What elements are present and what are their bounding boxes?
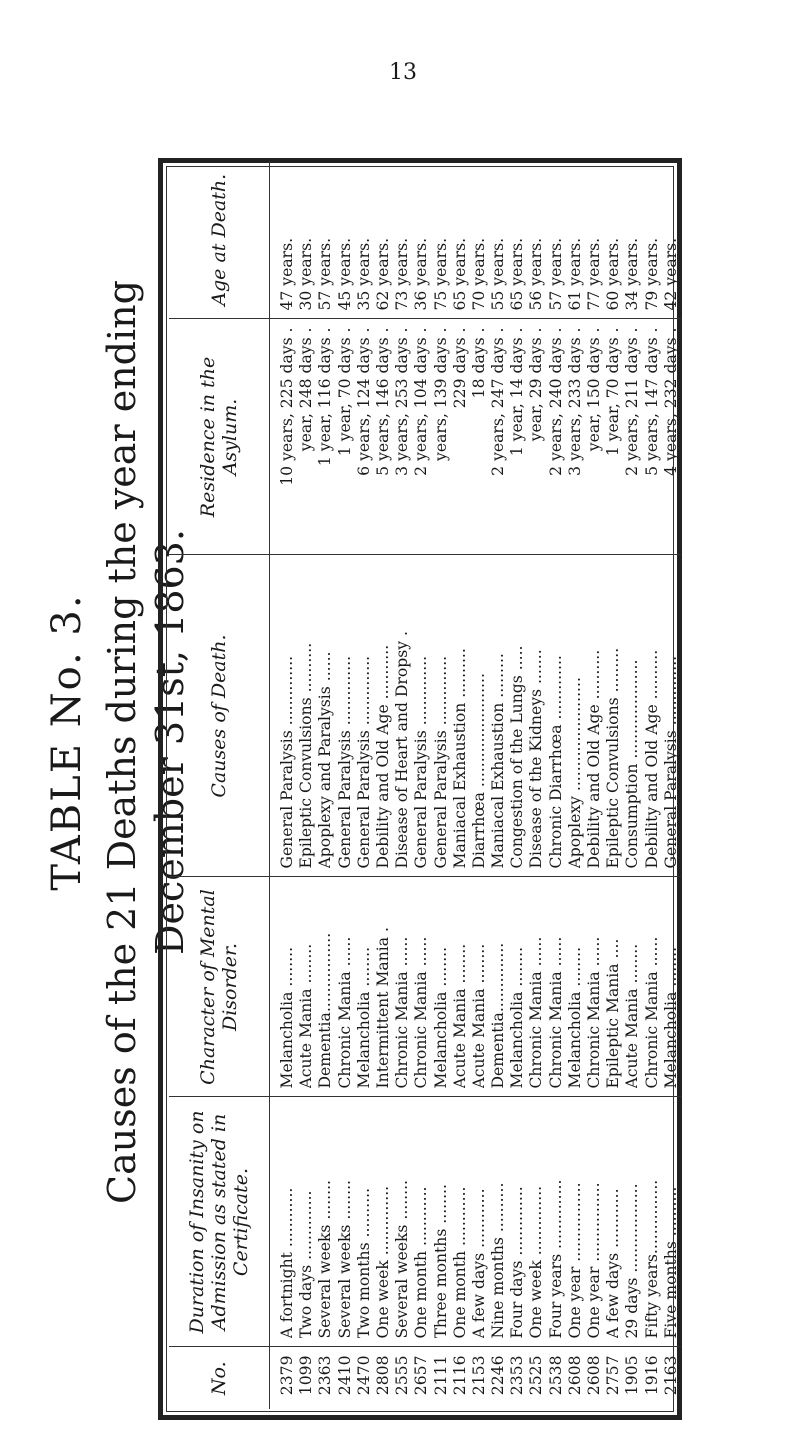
table-cell-age: 70 years. — [469, 237, 488, 311]
table-cell-duration: Several weeks ........ — [335, 1179, 354, 1339]
table-cell-no: 2163 — [661, 1355, 680, 1396]
col-cause — [270, 555, 681, 877]
table-cell-age: 57 years. — [316, 237, 335, 311]
table-cell-duration: A few days ............ — [604, 1188, 623, 1339]
table-cell-duration: One week .............. — [527, 1185, 546, 1339]
table-cell-age: 65 years. — [508, 237, 527, 311]
table-cell-age: 30 years. — [297, 237, 316, 311]
table-cell-residence: 1 year, 116 days . — [316, 327, 335, 467]
table-cell-cause: Apoplexy and Paralysis ...... — [316, 651, 335, 869]
table-cell-character: Chronic Mania ...... — [585, 936, 603, 1089]
table-cell-no: 2808 — [373, 1355, 392, 1396]
table-cell-character: Acute Mania ........ — [450, 943, 469, 1089]
table-cell-cause: Diarrhœa ....................... — [469, 673, 488, 869]
table-cell-duration: Two days .............. — [297, 1190, 316, 1339]
table-cell-residence: 1 year, 70 days . — [335, 327, 354, 457]
table-cell-no: 2379 — [278, 1355, 296, 1396]
table-cell-cause: Disease of the Kidneys ....... — [527, 649, 546, 869]
table-cell-no: 1916 — [642, 1355, 661, 1396]
col-residence — [270, 319, 681, 555]
table-cell-character: Chronic Mania ...... — [335, 936, 354, 1089]
table-cell-residence: 2 years, 240 days . — [546, 327, 565, 476]
table-cell-character: Melancholia ........ — [278, 946, 296, 1089]
table-cell-duration: Nine months .......... — [489, 1182, 508, 1339]
table-cell-no: 2470 — [354, 1355, 373, 1396]
header-no: No. — [169, 1347, 270, 1409]
table-cell-age: 60 years. — [604, 237, 623, 311]
table-cell-character: Melancholia ........ — [508, 946, 527, 1089]
table-cell-residence: 2 years, 247 days . — [489, 327, 508, 476]
table-cell-character: Chronic Mania ...... — [393, 936, 412, 1089]
table-cell-character: Melancholia ........ — [431, 946, 450, 1089]
table-cell-cause: Consumption .................... — [623, 659, 642, 869]
table-cell-cause: General Paralysis .............. — [335, 655, 354, 869]
table-cell-cause: Epileptic Convulsions ......... — [604, 647, 623, 869]
header-cause: Causes of Death. — [169, 555, 270, 877]
table-cell-age: 34 years. — [623, 237, 642, 311]
table-cell-duration: Several weeks ........ — [393, 1179, 412, 1339]
col-age — [270, 161, 681, 319]
table-cell-no: 2555 — [393, 1355, 412, 1396]
page-number: 13 — [389, 60, 417, 85]
col-character — [270, 877, 681, 1097]
header-age: Age at Death. — [169, 161, 270, 319]
table-cell-duration: One month ............ — [450, 1186, 469, 1339]
deaths-table — [169, 161, 681, 1409]
table-cell-character: Acute Mania ........ — [297, 943, 316, 1089]
table-cell-character: Chronic Mania ...... — [527, 936, 546, 1089]
table-cell-character: Acute Mania ........ — [623, 943, 642, 1089]
table-cell-no: 1099 — [297, 1355, 316, 1396]
table-cell-cause: Maniacal Exhaustion ......... — [489, 653, 508, 869]
table-cell-character: Dementia.............. — [489, 942, 508, 1089]
table-cell-duration: A fortnight ............ — [278, 1187, 296, 1339]
table-cell-character: Epileptic Mania .... — [604, 938, 623, 1089]
table-cell-residence: 5 years, 146 days . — [373, 327, 392, 476]
table-cell-residence: 18 days . — [469, 327, 488, 399]
table-cell-cause: General Paralysis .............. — [431, 655, 450, 869]
table-cell-age: 47 years. — [278, 237, 296, 311]
header-character: Character of Mental Disorder. — [169, 877, 270, 1097]
table-cell-character: Melancholia ........ — [565, 946, 584, 1089]
table-cell-no: 2608 — [585, 1355, 603, 1396]
col-no — [270, 1347, 681, 1409]
table-cell-residence: 5 years, 147 days . — [642, 327, 661, 476]
table-cell-duration: Three months ........ — [431, 1184, 450, 1339]
table-cell-residence: 10 years, 225 days . — [278, 327, 296, 486]
table-cell-character: Chronic Mania ...... — [546, 936, 565, 1089]
header-residence: Residence in the Asylum. — [169, 319, 270, 555]
header-duration: Duration of Insanity on Admission as stated in Certificate. — [169, 1097, 270, 1347]
table-cell-no: 2353 — [508, 1355, 527, 1396]
table-cell-age: 36 years. — [412, 237, 431, 311]
table-cell-age: 65 years. — [450, 237, 469, 311]
table-cell-residence: 1 year, 70 days . — [604, 327, 623, 457]
table-cell-duration: Fifty years............... — [642, 1179, 661, 1339]
table-cell-cause: Apoplexy ....................... — [565, 677, 584, 869]
table-cell-cause: General Paralysis .............. — [278, 655, 296, 869]
table-cell-no: 1905 — [623, 1355, 642, 1396]
table-cell-no: 2111 — [431, 1355, 450, 1396]
table-cell-age: 42 years. — [661, 237, 680, 311]
table-cell-character: Acute Mania ........ — [469, 943, 488, 1089]
table-cell-no: 2757 — [604, 1355, 623, 1396]
table-cell-residence: 229 days . — [450, 327, 469, 409]
table-cell-no: 2246 — [489, 1355, 508, 1396]
table-cell-no: 2410 — [335, 1355, 354, 1396]
table-cell-cause: Debility and Old Age .......... — [642, 649, 661, 869]
table-cell-cause: Disease of Heart and Dropsy . — [393, 631, 412, 869]
table-body-row — [270, 161, 681, 1409]
table-cell-age: 55 years. — [489, 237, 508, 311]
table-cell-character: Chronic Mania ...... — [642, 936, 661, 1089]
table-cell-character: Intermittent Mania . — [373, 927, 392, 1089]
table-cell-age: 79 years. — [642, 237, 661, 311]
table-cell-cause: General Paralysis .............. — [354, 655, 373, 869]
table-cell-age: 73 years. — [393, 237, 412, 311]
table-cell-duration: Four days .............. — [508, 1186, 527, 1339]
table-cell-cause: Debility and Old Age .......... — [585, 649, 603, 869]
table-cell-cause: General Paralysis .............. — [412, 655, 431, 869]
table-cell-age: 62 years. — [373, 237, 392, 311]
table-cell-age: 45 years. — [335, 237, 354, 311]
table-cell-character: Melancholia ........ — [354, 946, 373, 1089]
table-label: TABLE No. 3. — [44, 593, 90, 891]
header-row — [169, 161, 270, 1409]
table-cell-no: 2153 — [469, 1355, 488, 1396]
table-cell-residence: 2 years, 211 days . — [623, 327, 642, 476]
table-cell-residence: year, 248 days . — [297, 327, 316, 452]
table-cell-residence: 1 year, 14 days . — [508, 327, 527, 457]
table-cell-cause: Congestion of the Lungs ..... — [508, 645, 527, 869]
table-cell-duration: Four years .............. — [546, 1179, 565, 1339]
table-title: Causes of the 21 Deaths during the year ending December 31st, 1863. — [100, 280, 192, 1204]
table-cell-residence: year, 150 days . — [585, 327, 603, 452]
table-cell-age: 61 years. — [565, 237, 584, 311]
table-cell-duration: One year ................ — [565, 1182, 584, 1339]
col-duration — [270, 1097, 681, 1347]
table-cell-cause: General Paralysis .............. — [661, 655, 680, 869]
table-cell-residence: 6 years, 124 days . — [354, 327, 373, 476]
table-cell-residence: 2 years, 104 days . — [412, 327, 431, 476]
table-cell-character: Chronic Mania ...... — [412, 936, 431, 1089]
table-cell-cause: Chronic Diarrhœa ............. — [546, 655, 565, 869]
table-cell-duration: One week .............. — [373, 1185, 392, 1339]
table-cell-residence: 4 years, 232 days . — [661, 327, 680, 476]
table-cell-no: 2525 — [527, 1355, 546, 1396]
table-cell-age: 56 years. — [527, 237, 546, 311]
table-cell-duration: 29 days .................. — [623, 1183, 642, 1339]
table-cell-duration: Several weeks ........ — [316, 1179, 335, 1339]
table-cell-residence: years, 139 days . — [431, 327, 450, 461]
table-cell-cause: Epileptic Convulsions .......... — [297, 642, 316, 869]
table-cell-residence: year, 29 days . — [527, 327, 546, 442]
table-cell-no: 2657 — [412, 1355, 431, 1396]
table-cell-duration: A few days ............ — [469, 1188, 488, 1339]
table-cell-residence: 3 years, 233 days . — [565, 327, 584, 476]
table-cell-duration: Two months .......... — [354, 1187, 373, 1339]
table-cell-cause: Maniacal Exhaustion .......... — [450, 648, 469, 869]
table-frame — [158, 158, 682, 1420]
table-cell-no: 2608 — [565, 1355, 584, 1396]
table-cell-no: 2363 — [316, 1355, 335, 1396]
table-cell-age: 57 years. — [546, 237, 565, 311]
table-cell-age: 75 years. — [431, 237, 450, 311]
table-cell-duration: One year ................ — [585, 1182, 603, 1339]
table-cell-no: 2538 — [546, 1355, 565, 1396]
table-cell-residence: 3 years, 253 days . — [393, 327, 412, 476]
table-cell-age: 35 years. — [354, 237, 373, 311]
table-cell-character: Melancholia ........ — [661, 946, 680, 1089]
table-cell-duration: Five months .......... — [661, 1186, 680, 1339]
table-cell-no: 2116 — [450, 1355, 469, 1396]
table-cell-duration: One month ............ — [412, 1186, 431, 1339]
table-cell-cause: Debility and Old Age ........... — [373, 644, 392, 869]
table-cell-character: Dementia................ — [316, 932, 335, 1089]
table-cell-age: 77 years. — [585, 237, 603, 311]
